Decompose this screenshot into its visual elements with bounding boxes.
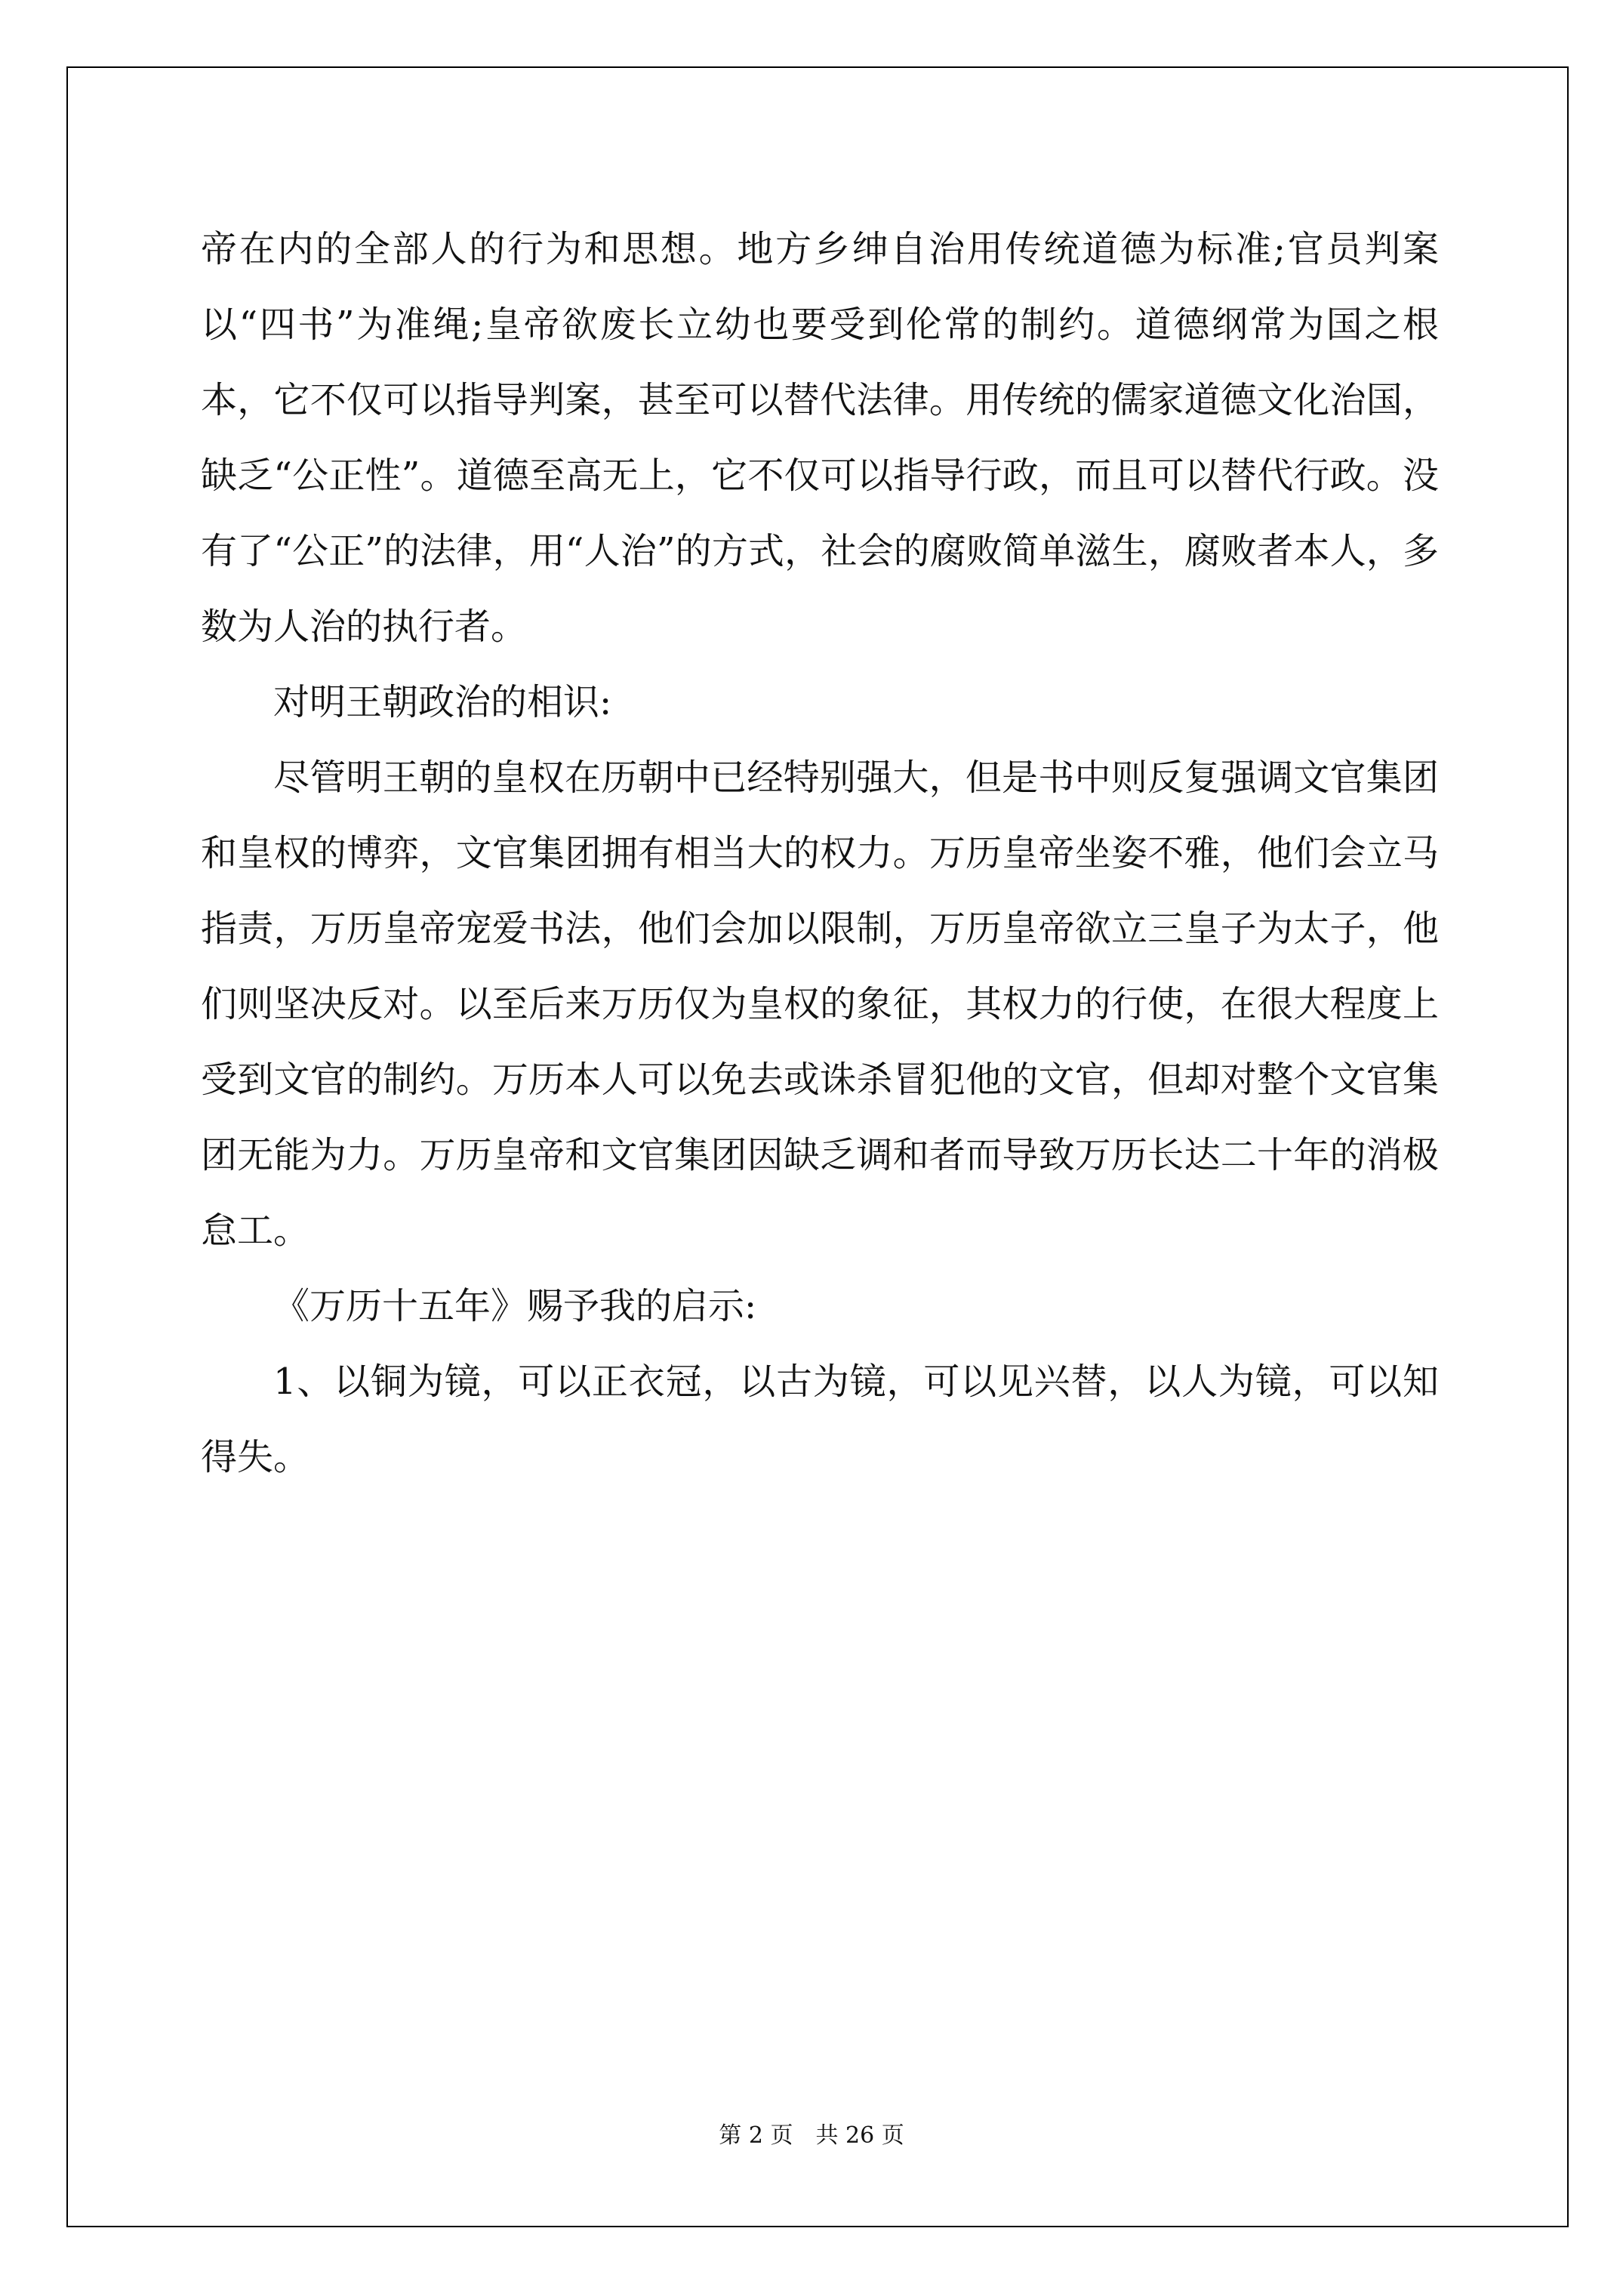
paragraph-4: 《万历十五年》赐予我的启示:: [273, 1285, 757, 1327]
document-body: [201, 211, 1439, 1495]
paragraph-1: 帝在内的全部人的行为和思想。地方乡绅自治用传统道德为标准;官员判案以“四书”为准绳;皇帝欲废长立幼也要受到伦常的制约。道德纲常为国之根本，它不仅可以指导判案，甚至可以替代法律。用传统的儒家道德文化治国，缺乏“公正性”。道德至高无上，它不仅可以指导行政，而且可以替代行政。没有了“公正”的法律，用“人治”的方式，社会的腐败简单滋生，腐败者本人，多数为人治的执行者。: [201, 228, 1439, 648]
paragraph-5: 1、以铜为镜，可以正衣冠，以古为镜，可以见兴替，以人为镜，可以知得失。: [201, 1361, 1439, 1478]
paragraph-2: 对明王朝政治的相识:: [273, 681, 612, 723]
paragraph-3: 尽管明王朝的皇权在历朝中已经特别强大，但是书中则反复强调文官集团和皇权的博弈，文官集团拥有相当大的权力。万历皇帝坐姿不雅，他们会立马指责，万历皇帝宠爱书法，他们会加以限制，万历皇帝欲立三皇子为太子，他们则坚决反对。以至后来万历仅为皇权的象征，其权力的行使，在很大程度上受到文官的制约。万历本人可以免去或诛杀冒犯他的文官，但却对整个文官集团无能为力。万历皇帝和文官集团因缺乏调和者而导致万历长达二十年的消极怠工。: [201, 757, 1439, 1252]
page-footer: 第 2 页 共 26 页: [719, 2122, 904, 2149]
